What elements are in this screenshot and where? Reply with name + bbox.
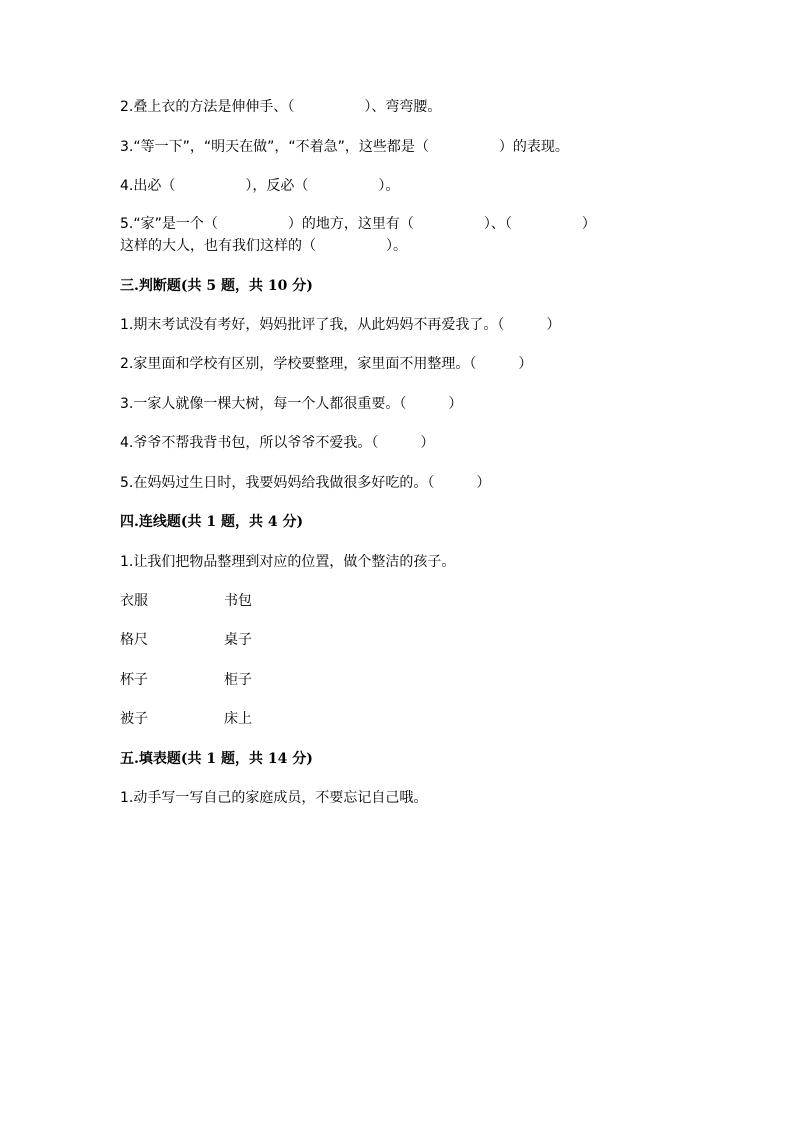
section-3-heading: 三.判断题(共 5 题，共 10 分) [120, 278, 313, 294]
matching-right-item: 柜子 [224, 672, 252, 688]
true-false-item-1: 1.期末考试没有考好，妈妈批评了我，从此妈妈不再爱我了。（ ） [120, 317, 561, 333]
matching-left-item: 杯子 [120, 672, 148, 688]
true-false-item-5: 5.在妈妈过生日时，我要妈妈给我做很多好吃的。（ ） [120, 475, 491, 491]
matching-left-item: 格尺 [120, 632, 148, 648]
matching-left-item: 衣服 [120, 593, 148, 609]
question-5-line-2: 这样的大人，也有我们这样的（ ）。 [120, 238, 407, 254]
matching-left-item: 被子 [120, 711, 148, 727]
true-false-item-2: 2.家里面和学校有区别，学校要整理，家里面不用整理。（ ） [120, 356, 533, 372]
matching-question: 1.让我们把物品整理到对应的位置，做个整洁的孩子。 [120, 554, 456, 570]
question-5-line-1: 5.“家”是一个（ ）的地方，这里有（ ）、（ ） [120, 216, 596, 232]
matching-right-item: 书包 [224, 593, 252, 609]
true-false-item-3: 3.一家人就像一棵大树，每一个人都很重要。（ ） [120, 396, 463, 412]
true-false-item-4: 4.爷爷不帮我背书包，所以爷爷不爱我。（ ） [120, 435, 435, 451]
table-fill-question: 1.动手写一写自己的家庭成员，不要忘记自己哦。 [120, 790, 428, 806]
question-4: 4.出必（ ），反必（ ）。 [120, 178, 400, 194]
section-4-heading: 四.连线题(共 1 题，共 4 分) [120, 514, 304, 530]
matching-right-item: 桌子 [224, 632, 252, 648]
matching-right-item: 床上 [224, 711, 252, 727]
question-3: 3.“等一下”，“明天在做”，“不着急”，这些都是（ ）的表现。 [120, 139, 569, 155]
section-5-heading: 五.填表题(共 1 题，共 14 分) [120, 751, 313, 767]
question-2: 2.叠上衣的方法是伸伸手、（ ）、弯弯腰。 [120, 99, 442, 115]
